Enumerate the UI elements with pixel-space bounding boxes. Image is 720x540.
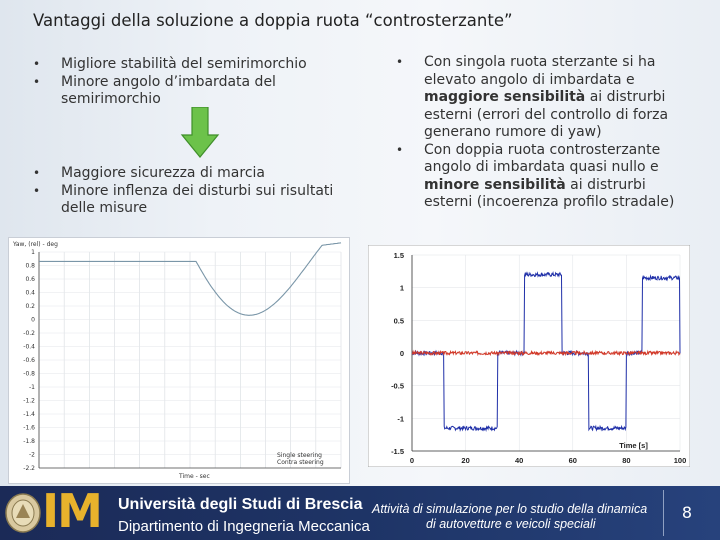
left-ytick-label: -0.4: [23, 343, 35, 351]
bullet-item: • Migliore stabilità del semirimorchio: [33, 56, 353, 74]
right-ytick-label: 1: [399, 283, 404, 293]
left-yaw-plot: [8, 237, 350, 484]
left-bottom-bullets: [33, 165, 353, 218]
right-ytick-label: 1.5: [393, 251, 404, 260]
right-ytick-label: -1.5: [391, 447, 404, 456]
right-ytick-label: -1: [397, 414, 404, 424]
bullet-text: ai distrurbi esterni (errori del controllo di forza generano rumore di yaw): [424, 89, 669, 140]
right-ytick-label: 0.5: [393, 316, 404, 326]
left-ytick-label: -2: [29, 451, 35, 459]
course-title-line1: Attività di simulazione per lo studio della dinamica: [372, 502, 648, 516]
left-plot-grid: [39, 252, 341, 468]
left-ytick-label: 0.4: [25, 289, 35, 297]
right-xtick-label: 20: [461, 456, 470, 465]
university-seal-icon: [4, 492, 42, 534]
right-ytick-label: 0: [399, 349, 404, 358]
bullet-item: • Minore inflenza dei disturbi sui risultati delle misure: [33, 183, 353, 218]
right-xtick-label: 0: [409, 456, 415, 465]
slide-title: Vantaggi della soluzione a doppia ruota “controsterzante”: [33, 11, 513, 30]
bullet-item: • Maggiore sicurezza di marcia: [33, 165, 353, 183]
left-plot-legend-contra: Contra steering: [277, 459, 324, 466]
left-ytick-label: -1: [29, 384, 35, 391]
bullet-text: Con doppia ruota controsterzante angolo di imbardata quasi nullo e: [424, 141, 661, 175]
bullet-text: ai distrurbi esterni (incoerenza profilo stradale): [424, 176, 675, 210]
left-ytick-label: -1.6: [23, 424, 35, 432]
right-xtick-label: 60: [568, 456, 577, 465]
bullet-item: [396, 54, 696, 142]
left-ytick-label: -0.6: [23, 357, 35, 364]
bullet-item: [396, 142, 696, 212]
left-ytick-label: -2.2: [23, 465, 35, 472]
left-ytick-label: 1: [31, 249, 35, 256]
left-ytick-label: -0.2: [23, 330, 35, 337]
left-ytick-label: 0.2: [25, 303, 35, 310]
left-ytick-label: -1.2: [23, 397, 35, 405]
left-ytick-label: 0.6: [25, 276, 35, 283]
university-name: Università degli Studi di Brescia: [118, 496, 363, 513]
course-title-line2: di autovetture e veicoli speciali: [426, 517, 596, 531]
right-ytick-label: -0.5: [391, 381, 404, 391]
left-top-bullets: [33, 56, 353, 109]
left-plot-ylabel: Yaw, (rel) - deg: [13, 241, 58, 248]
right-plot-contra-series: [412, 351, 680, 354]
left-plot-xlabel: Time - sec: [179, 473, 210, 480]
right-xtick-label: 80: [622, 456, 631, 465]
right-plot-svg: [368, 245, 690, 467]
left-plot-yticks: [23, 249, 35, 472]
bullet-item: • Minore angolo d’imbardata del semirimorchio: [33, 74, 353, 109]
bullet-bold: maggiore sensibilità: [424, 89, 586, 105]
right-xtick-label: 40: [515, 456, 524, 465]
down-arrow-icon: [180, 107, 220, 159]
right-xaxis-unit: Time [s]: [619, 441, 648, 450]
left-ytick-label: 0.8: [25, 262, 35, 270]
left-ytick-label: -1.8: [23, 438, 35, 445]
page-separator: [663, 490, 664, 536]
right-yaw-plot: [368, 245, 690, 467]
bullet-text: Con singola ruota sterzante si ha elevato angolo di imbardata e: [424, 54, 656, 88]
left-plot-svg: [9, 238, 349, 483]
left-ytick-label: -1.4: [23, 411, 35, 418]
left-ytick-label: -0.8: [23, 370, 35, 378]
department-name: Dipartimento di Ingegneria Meccanica: [118, 518, 370, 535]
left-ytick-label: 0: [31, 316, 35, 324]
right-bullets: [396, 54, 696, 212]
department-logo: IM: [42, 484, 101, 538]
bullet-bold: minore sensibilità: [424, 176, 566, 193]
left-plot-legend-single: Single steering: [277, 452, 322, 459]
page-number: 8: [681, 503, 693, 522]
right-xtick-label: 100: [673, 456, 687, 465]
